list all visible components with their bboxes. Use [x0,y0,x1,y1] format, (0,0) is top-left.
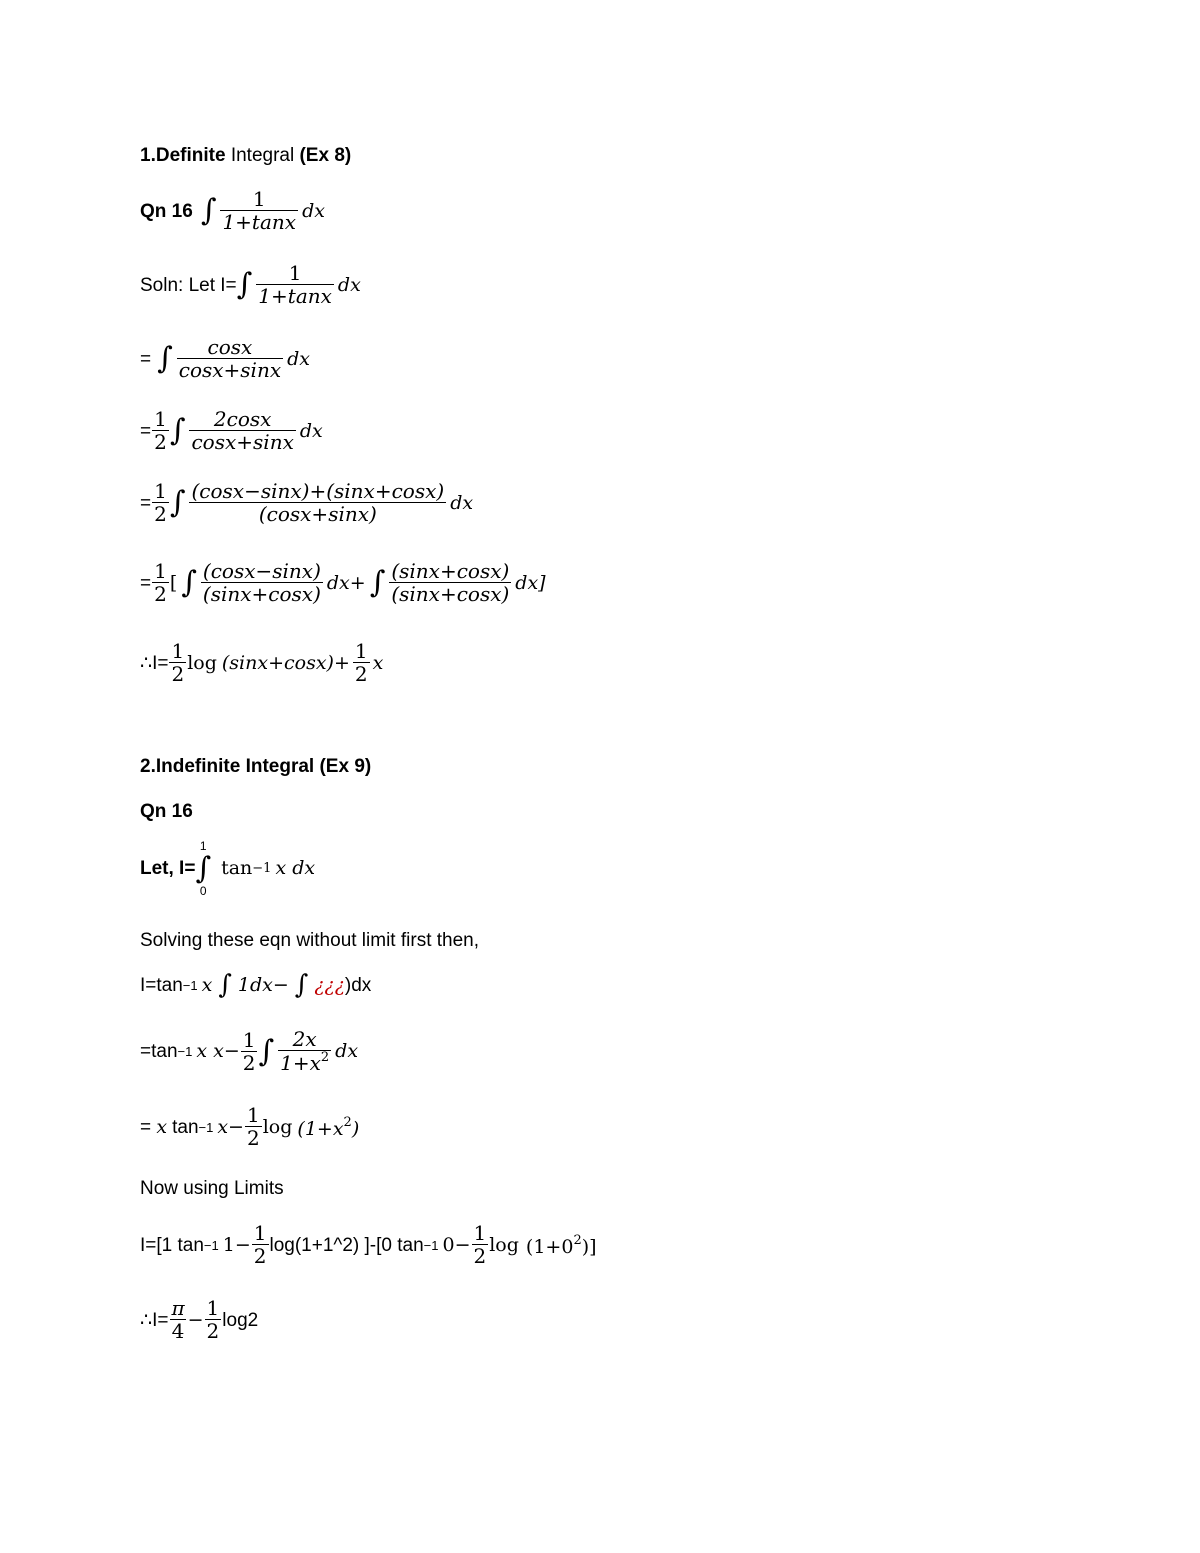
denominator: 1+tanx [258,284,332,308]
integral-sign: ∫ [169,485,186,520]
heading-indefinite-integral: 2.Indefinite Integral (Ex 9) [140,756,372,777]
half-fraction: $\frac{1}{2}$ [154,479,167,526]
dx-close: dx] [515,571,546,594]
fraction [256,262,334,308]
ibp3-x: x [156,1115,168,1138]
limits-text: Now using Limits [140,1178,284,1199]
numerator: 1 [288,261,302,285]
solving-text: Solving these eqn without limit first then, [140,930,480,951]
half-fraction: $\frac{1}{2}$ [171,639,185,686]
log-arg: $(1+x^2)$ [297,1114,360,1140]
ibp-mid: 1dx− [237,973,289,996]
dx: dx [299,419,323,442]
ibp3-tan: tan [172,1116,199,1138]
question-1 [140,188,325,234]
equals: = [140,348,152,370]
fraction-b: $\frac{(\sin x+\cos x)}{(\sin x+\cos x)}$ [391,559,510,606]
let-prefix: Let, I= [140,858,196,879]
half-fraction: $\frac{1}{2}$ [246,1103,260,1150]
soln-prefix: Soln: Let I= [140,274,237,296]
integral-sign: ∫ [294,970,309,1000]
step-3 [140,480,473,526]
ibp2-prefix: =tan [140,1041,178,1062]
x: x [372,651,384,674]
equals: = [140,420,152,442]
integral-sign: ∫ [181,565,197,600]
definite-integral [195,840,211,897]
pi-fraction: $\frac{\pi}{4}$ [171,1296,185,1343]
equals: = [140,572,152,594]
integral-sign: ∫ [258,1033,275,1069]
heading-bold-1: Definite [155,145,226,166]
minus: − [187,1308,204,1331]
step-1 [140,336,310,382]
let-line [140,840,315,897]
half-fraction: $\frac{1}{2}$ [242,1027,256,1075]
log: log [187,651,217,674]
ibp-x: x [201,973,213,996]
half-fraction: $\frac{1}{2}$ [253,1221,267,1268]
garbled-chars: ¿¿¿ [314,973,345,996]
integral-sign: ∫ [195,851,212,886]
ibp3-xm: x− [217,1115,244,1138]
denominator: 1+tanx [222,210,297,234]
log2: log2 [222,1309,259,1331]
half-fraction-2: $\frac{1}{2}$ [473,1221,487,1268]
half-fraction: $\frac{1}{2}$ [154,407,167,454]
ibp3-sup: −1 [198,1119,214,1135]
ibp3-prefix: = [140,1116,157,1138]
tan: tan [221,857,253,879]
fraction-a: $\frac{(\cos x-\sin x)}{(\sin x+\cos x)}$ [202,559,321,606]
ibp-line [140,972,371,998]
ibp2-xx: x x− [196,1040,240,1062]
x-dx: x dx [275,857,316,879]
numerator: (cosx−sinx)+(sinx+cosx) [191,479,445,503]
half-fraction: $\frac{1}{2}$ [206,1296,220,1343]
lower-limit: 0 [199,884,207,898]
dx: dx [287,347,311,370]
fraction [189,480,446,526]
final-substitution: I=[1 tan −1 1− $\frac{1}{2}$ log(1+1^2) ]-[0 tan −1 0− $\frac{1}{2}$ log $(1+0^2)$] [140,1221,597,1268]
solution-line [140,262,361,308]
dx: dx [335,1040,359,1062]
denominator: cosx+sinx [191,430,294,454]
denominator: (cosx+sinx) [189,502,446,526]
fraction [189,408,295,454]
fraction [220,188,298,234]
dx-plus: dx+ [326,571,366,594]
numerator: 2cosx [213,407,272,431]
upper-limit: 1 [199,839,207,853]
numerator: 1 [252,187,266,211]
ibp-prefix: I=tan [140,974,183,996]
integral-sign: ∫ [200,193,217,228]
denominator: cosx+sinx [178,358,282,382]
equals: = [140,492,152,514]
log: log [262,1115,293,1138]
integral-sign: ∫ [369,565,386,600]
integral-sign: ∫ [218,970,232,1000]
step-4 [140,560,546,606]
ibp2-sup: −1 [177,1044,193,1059]
heading-num: 1. [140,145,156,166]
sub-prefix: I=[1 tan [140,1234,204,1256]
result-1 [140,640,383,686]
dx: dx [337,273,361,296]
ibp-line-2 [140,1028,358,1075]
integral-sign: ∫ [169,413,186,448]
step-2 [140,408,323,454]
dx: dx [302,199,325,222]
final-prefix: ∴I= [140,1309,169,1331]
ibp-sup: −1 [182,977,198,993]
heading-bold-2: (Ex 8) [299,145,352,166]
ibp-end: )dx [344,974,372,996]
question-label: Qn 16 [140,200,193,222]
sub-mid: log(1+1^2) ]-[0 tan [269,1234,424,1256]
therefore-prefix: ∴I= [140,652,169,674]
integral-sign: ∫ [236,267,253,302]
tan-superscript: −1 [252,861,272,876]
final-result [140,1297,258,1343]
question-2-label: Qn 16 [140,801,193,822]
log: log [489,1233,519,1256]
sub-zero: 0− [442,1233,471,1256]
half-fraction: $\frac{1}{2}$ [154,559,167,606]
log-arg: (sinx+cosx)+ [221,651,350,674]
dx: dx [450,491,474,514]
sub-one: 1− [222,1233,251,1256]
log-arg: $(1+0^2)$] [525,1232,597,1258]
numerator: cosx [207,335,253,359]
fraction [177,336,283,382]
fraction: $\frac{2x}{1+x^2}$ [280,1027,330,1075]
open-bracket: [ [169,571,178,594]
heading-definite-integral [140,146,351,165]
ibp-line-3 [140,1104,359,1150]
half-fraction-2: $\frac{1}{2}$ [354,639,368,686]
integral-sign: ∫ [157,341,173,376]
heading-plain: Integral [230,145,295,166]
